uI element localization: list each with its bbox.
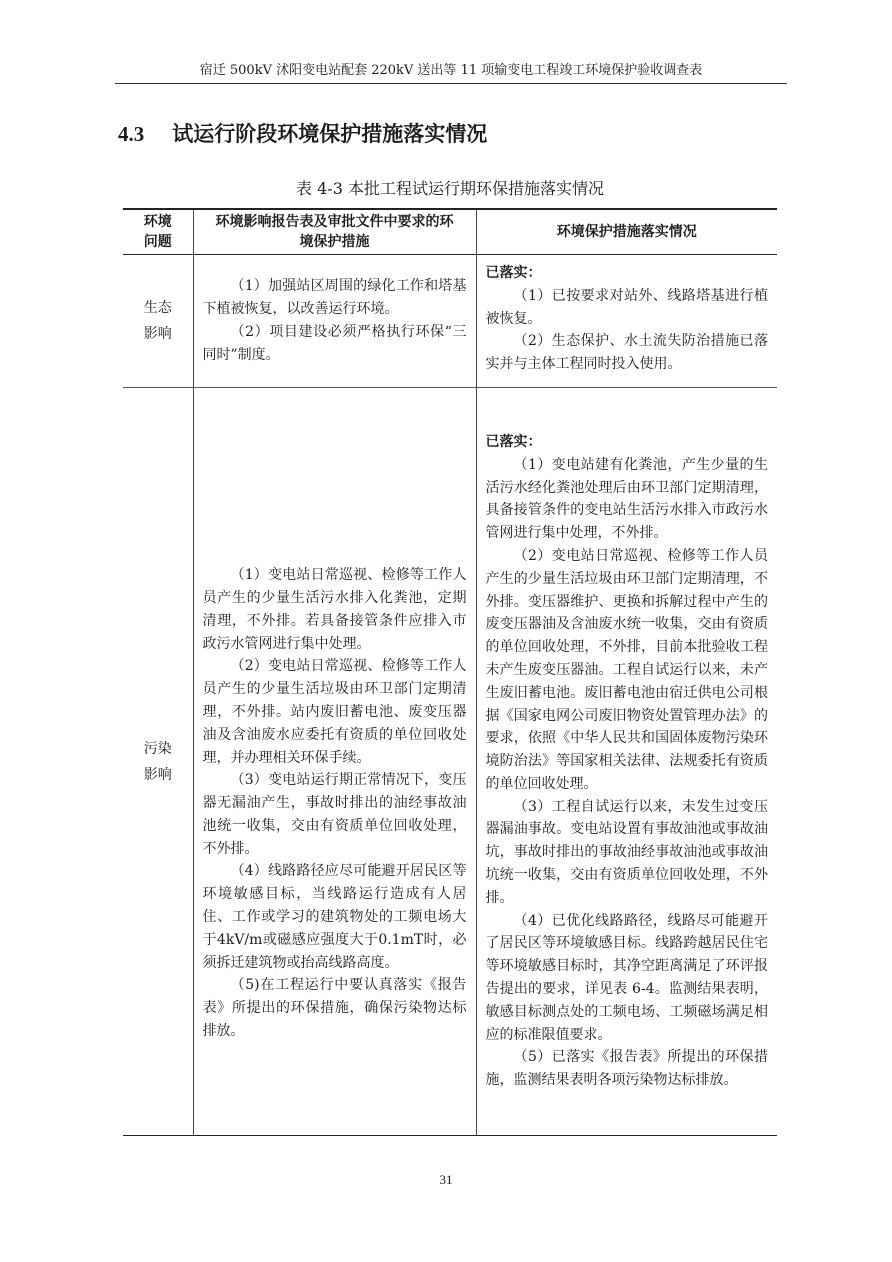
status-item: （4）已优化线路路径，线路尽可能避开了居民区等环境敏感目标。线路跨越居民住宅等环境敏感目标时，其净空距离满足了环评报告提出的要求，详见表 6-4。监测结果表明，敏感目标测点处的工频电场、工频磁场满足相应的标准限值要求。 [485, 912, 768, 1043]
table-row-pollution [123, 388, 777, 1136]
measures-table [123, 208, 777, 1136]
section-number: 4.3 [118, 122, 145, 146]
page-number: 31 [439, 1172, 453, 1187]
table-caption: 表 4-3 本批工程试运行期环保措施落实情况 [296, 179, 604, 198]
header-issue: 环境问题 [123, 209, 193, 255]
status-item: （2）变电站日常巡视、检修等工作人员产生的少量生活垃圾由环卫部门定期清理，不外排。变压器维护、更换和拆解过程中产生的废变压器油及含油废水统一收集，交由有资质的单位回收处理，不外排，目前本批验收工程未产生废变压器油。工程自试运行以来，未产生废旧蓄电池。废旧蓄电池由宿迁供电公司根据《国家电网公司废旧物资处置管理办法》的要求，依照《中华人民共和国固体废物污染环境防治法》等国家相关法律、法规委托有资质的单位回收处理。 [485, 547, 768, 792]
requirement-item: （2）项目建设必须严格执行环保“三同时”制度。 [202, 324, 467, 363]
header-status: 环境保护措施落实情况 [476, 209, 777, 255]
status-item: （2）生态保护、水土流失防治措施已落实并与主体工程同时投入使用。 [485, 333, 768, 373]
header-rule [115, 83, 787, 84]
requirement-item: （2）变电站日常巡视、检修等工作人员产生的少量生活垃圾由环卫部门定期清理，不外排。站内废旧蓄电池、废变压器油及含油废水应委托有资质的单位回收处理，并办理相关环保手续。 [202, 658, 467, 766]
requirement-item: （4）线路路径应尽可能避开居民区等环境敏感目标，当线路运行造成有人居住、工作或学习的建筑物处的工频电场大于4kV/m或磁感应强度大于0.1mT时，必须拆迁建筑物或抬高线路高度。 [202, 863, 467, 971]
status-item: （5）已落实《报告表》所提出的环保措施，监测结果表明各项污染物达标排放。 [485, 1049, 768, 1089]
requirements-cell [193, 255, 476, 388]
section-heading [118, 120, 487, 148]
requirement-item: （1）变电站日常巡视、检修等工作人员产生的少量生活污水排入化粪池，定期清理，不外排。若具备接管条件应排入市政污水管网进行集中处理。 [202, 567, 467, 652]
status-label: 已落实： [485, 433, 542, 450]
status-cell [476, 255, 777, 388]
table-header-row [123, 209, 777, 255]
running-header: 宿迁 500kV 沭阳变电站配套 220kV 送出等 11 项输变电工程竣工环境保护验收调查表 [199, 63, 703, 78]
status-item: （1）已按要求对站外、线路塔基进行植被恢复。 [485, 287, 768, 327]
status-item: （3）工程自试运行以来，未发生过变压器漏油事故。变电站设置有事故油池或事故油坑，事故时排出的事故油经事故油池或事故油坑统一收集，交由有资质单位回收处理，不外排。 [485, 798, 768, 906]
section-title: 试运行阶段环境保护措施落实情况 [172, 121, 488, 146]
requirement-item: （3）变电站运行期正常情况下，变压器无漏油产生，事故时排出的油经事故油池统一收集，交由有资质单位回收处理，不外排。 [202, 772, 467, 857]
requirement-item: （5)在工程运行中要认真落实《报告表》所提出的环保措施，确保污染物达标排放。 [202, 977, 467, 1040]
requirements-cell [193, 388, 476, 1136]
issue-cell: 生态影响 [123, 255, 193, 388]
status-label: 已落实： [485, 265, 542, 281]
status-cell [476, 388, 777, 1136]
header-requirements: 环境影响报告表及审批文件中要求的环境保护措施 [193, 209, 476, 255]
status-item: （1）变电站建有化粪池，产生少量的生活污水经化粪池处理后由环卫部门定期清理，具备接管条件的变电站生活污水排入市政污水管网进行集中处理，不外排。 [485, 456, 768, 542]
issue-cell: 污染影响 [123, 388, 193, 1136]
table-row-ecology [123, 255, 777, 388]
requirement-item: （1）加强站区周围的绿化工作和塔基下植被恢复，以改善运行环境。 [202, 278, 467, 318]
